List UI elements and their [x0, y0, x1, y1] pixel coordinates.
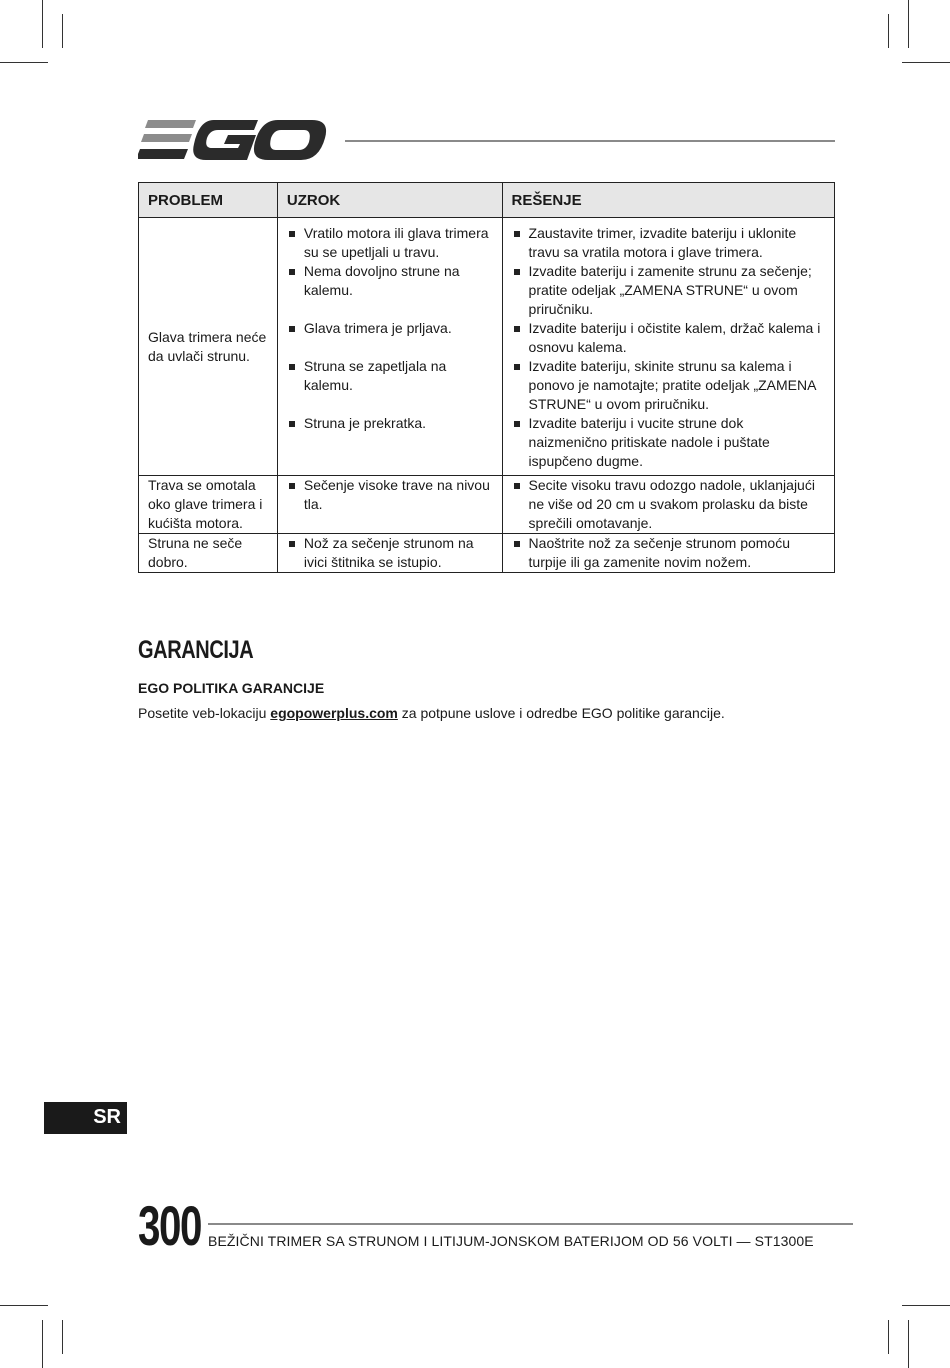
cause-item: Struna je prekratka.: [287, 414, 493, 433]
table-row: [139, 476, 835, 534]
crop-mark: [42, 0, 43, 48]
column-header-solution: REŠENJE: [502, 183, 834, 218]
crop-mark: [62, 14, 63, 48]
solution-item: Naoštrite nož za sečenje strunom pomoću turpije ili ga zamenite novim nožem.: [512, 534, 825, 572]
table-row: [139, 218, 835, 263]
solution-item: Izvadite bateriju i zamenite strunu za sečenje; pratite odeljak „ZAMENA STRUNE“ u ovom priručniku.: [512, 262, 825, 319]
cause-item: Nema dovoljno strune na kalemu.: [287, 262, 493, 300]
solution-item: Izvadite bateriju i vucite strune dok naizmenično pritiskate nadole i puštate ispupčeno dugme.: [512, 414, 825, 471]
cause-item: Nož za sečenje strunom na ivici štitnika se istupio.: [287, 534, 493, 572]
column-header-problem: PROBLEM: [139, 183, 278, 218]
crop-mark: [902, 1305, 950, 1306]
table-row: [139, 534, 835, 573]
website-link[interactable]: egopowerplus.com: [270, 705, 398, 721]
footer-rule: [208, 1223, 853, 1225]
column-header-cause: UZROK: [277, 183, 502, 218]
crop-mark: [0, 62, 48, 63]
page-number: 300: [138, 1194, 201, 1257]
crop-mark: [888, 14, 889, 48]
ego-logo: [138, 118, 328, 162]
crop-mark: [42, 1320, 43, 1368]
language-code: SR: [93, 1106, 121, 1128]
solution-item: Izvadite bateriju i očistite kalem, držač kalema i osnovu kalema.: [512, 319, 825, 357]
cause-item: Glava trimera je prljava.: [287, 319, 493, 338]
section-subtitle: EGO POLITIKA GARANCIJE: [138, 680, 325, 696]
warranty-text-before: Posetite veb-lokaciju: [138, 705, 271, 721]
problem-cell: Trava se omotala oko glave trimera i kućišta motora.: [139, 476, 278, 534]
crop-mark: [908, 0, 909, 48]
solution-item: Izvadite bateriju, skinite strunu sa kalema i ponovo je namotajte; pratite odeljak „ZAMENA STRUNE“ u ovom priručniku.: [512, 357, 825, 414]
cause-item: Struna se zapetljala na kalemu.: [287, 357, 493, 395]
crop-mark: [902, 62, 950, 63]
crop-mark: [0, 1305, 48, 1306]
table-header-row: [139, 183, 835, 218]
section-title: GARANCIJA: [138, 636, 254, 664]
solution-item: Zaustavite trimer, izvadite bateriju i uklonite travu sa vratila motora i glave trimera.: [512, 224, 825, 262]
problem-cell: Glava trimera neće da uvlači strunu.: [139, 218, 278, 476]
solution-item: Secite visoku travu odozgo nadole, uklanjajući ne više od 20 cm u svakom prolasku da biste sprečili omotavanje.: [512, 476, 825, 533]
cause-item: Vratilo motora ili glava trimera su se upetljali u travu.: [287, 224, 493, 262]
crop-mark: [62, 1320, 63, 1354]
crop-mark: [908, 1320, 909, 1368]
warranty-text: [138, 705, 725, 721]
crop-mark: [888, 1320, 889, 1354]
footer-title: BEŽIČNI TRIMER SA STRUNOM I LITIJUM-JONSKOM BATERIJOM OD 56 VOLTI — ST1300E: [208, 1233, 814, 1249]
warranty-text-after: za potpune uslove i odredbe EGO politike garancije.: [397, 705, 725, 721]
problem-cell: Struna ne seče dobro.: [139, 534, 278, 573]
cause-item: Sečenje visoke trave na nivou tla.: [287, 476, 493, 514]
language-tab: [44, 1102, 127, 1134]
troubleshooting-table: [138, 182, 835, 573]
header-rule: [345, 140, 835, 142]
